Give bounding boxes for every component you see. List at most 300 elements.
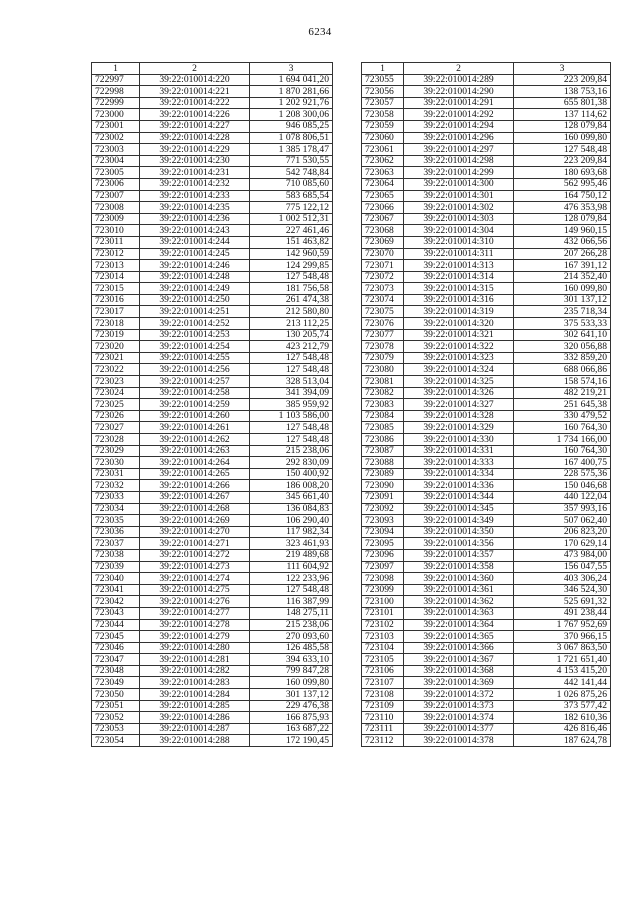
table-row — [92, 538, 333, 550]
cadastral-number-cell: 39:22:010014:265 — [140, 468, 250, 480]
cadastral-number-cell: 39:22:010014:250 — [140, 294, 250, 306]
table-row — [92, 735, 333, 747]
table-row — [362, 376, 611, 388]
row-number-cell: 723058 — [362, 109, 404, 121]
cadastral-value-cell: 138 753,16 — [514, 86, 611, 98]
row-number-cell: 723036 — [92, 526, 140, 538]
cadastral-value-cell: 442 141,44 — [514, 677, 611, 689]
table-row — [362, 132, 611, 144]
cadastral-value-cell: 130 205,74 — [250, 329, 333, 341]
cadastral-value-cell: 151 463,82 — [250, 236, 333, 248]
cadastral-value-cell: 688 066,86 — [514, 364, 611, 376]
cadastral-number-cell: 39:22:010014:372 — [404, 689, 514, 701]
table-row — [92, 723, 333, 735]
cadastral-value-cell: 426 816,46 — [514, 723, 611, 735]
table-row — [92, 689, 333, 701]
cadastral-number-cell: 39:22:010014:251 — [140, 306, 250, 318]
cadastral-number-cell: 39:22:010014:333 — [404, 457, 514, 469]
table-row — [92, 665, 333, 677]
cadastral-number-cell: 39:22:010014:324 — [404, 364, 514, 376]
cadastral-number-cell: 39:22:010014:243 — [140, 225, 250, 237]
cadastral-number-cell: 39:22:010014:350 — [404, 526, 514, 538]
row-number-cell: 723107 — [362, 677, 404, 689]
table-row — [362, 549, 611, 561]
cadastral-number-cell: 39:22:010014:373 — [404, 700, 514, 712]
row-number-cell: 723016 — [92, 294, 140, 306]
cadastral-value-cell: 160 764,30 — [514, 422, 611, 434]
table-row — [92, 607, 333, 619]
cadastral-number-cell: 39:22:010014:279 — [140, 631, 250, 643]
row-number-cell: 723023 — [92, 376, 140, 388]
table-row — [92, 364, 333, 376]
cadastral-number-cell: 39:22:010014:233 — [140, 190, 250, 202]
table-row — [362, 422, 611, 434]
cadastral-number-cell: 39:22:010014:232 — [140, 178, 250, 190]
cadastral-value-cell: 156 047,55 — [514, 561, 611, 573]
table-row — [92, 549, 333, 561]
table-row — [92, 283, 333, 295]
row-number-cell: 722998 — [92, 86, 140, 98]
row-number-cell: 723024 — [92, 387, 140, 399]
row-number-cell: 723077 — [362, 329, 404, 341]
cadastral-value-cell: 432 066,56 — [514, 236, 611, 248]
cadastral-value-cell: 473 984,00 — [514, 549, 611, 561]
table-row — [92, 213, 333, 225]
row-number-cell: 723047 — [92, 654, 140, 666]
cadastral-value-cell: 261 474,38 — [250, 294, 333, 306]
cadastral-number-cell: 39:22:010014:221 — [140, 86, 250, 98]
row-number-cell: 723046 — [92, 642, 140, 654]
cadastral-value-cell: 158 574,16 — [514, 376, 611, 388]
cadastral-number-cell: 39:22:010014:228 — [140, 132, 250, 144]
table-row — [362, 573, 611, 585]
table-row — [92, 120, 333, 132]
row-number-cell: 723079 — [362, 352, 404, 364]
table-row — [92, 271, 333, 283]
cadastral-value-cell: 127 548,48 — [250, 422, 333, 434]
row-number-cell: 722999 — [92, 97, 140, 109]
cadastral-number-cell: 39:22:010014:345 — [404, 503, 514, 515]
cadastral-value-cell: 149 960,15 — [514, 225, 611, 237]
row-number-cell: 723045 — [92, 631, 140, 643]
cadastral-number-cell: 39:22:010014:362 — [404, 596, 514, 608]
row-number-cell: 723027 — [92, 422, 140, 434]
column-header-number: 1 — [362, 63, 404, 75]
table-row — [92, 294, 333, 306]
row-number-cell: 723052 — [92, 712, 140, 724]
row-number-cell: 723091 — [362, 491, 404, 503]
cadastral-number-cell: 39:22:010014:252 — [140, 318, 250, 330]
cadastral-value-cell: 228 575,36 — [514, 468, 611, 480]
cadastral-value-cell: 476 353,98 — [514, 202, 611, 214]
table-row — [362, 607, 611, 619]
row-number-cell: 723088 — [362, 457, 404, 469]
table-row — [92, 491, 333, 503]
cadastral-number-cell: 39:22:010014:320 — [404, 318, 514, 330]
row-number-cell: 723112 — [362, 735, 404, 747]
row-number-cell: 723101 — [362, 607, 404, 619]
cadastral-value-cell: 186 008,20 — [250, 480, 333, 492]
cadastral-value-cell: 1 026 875,26 — [514, 689, 611, 701]
cadastral-number-cell: 39:22:010014:264 — [140, 457, 250, 469]
cadastral-number-cell: 39:22:010014:235 — [140, 202, 250, 214]
table-row — [92, 260, 333, 272]
cadastral-number-cell: 39:22:010014:271 — [140, 538, 250, 550]
cadastral-number-cell: 39:22:010014:248 — [140, 271, 250, 283]
row-number-cell: 723030 — [92, 457, 140, 469]
cadastral-value-cell: 127 548,48 — [250, 584, 333, 596]
cadastral-number-cell: 39:22:010014:285 — [140, 700, 250, 712]
table-row — [92, 422, 333, 434]
cadastral-value-cell: 126 485,58 — [250, 642, 333, 654]
row-number-cell: 723042 — [92, 596, 140, 608]
row-number-cell: 723019 — [92, 329, 140, 341]
table-row — [92, 352, 333, 364]
cadastral-number-cell: 39:22:010014:311 — [404, 248, 514, 260]
cadastral-value-cell: 164 750,12 — [514, 190, 611, 202]
row-number-cell: 723038 — [92, 549, 140, 561]
cadastral-number-cell: 39:22:010014:357 — [404, 549, 514, 561]
cadastral-number-cell: 39:22:010014:301 — [404, 190, 514, 202]
cadastral-value-cell: 148 275,11 — [250, 607, 333, 619]
row-number-cell: 723062 — [362, 155, 404, 167]
row-number-cell: 723012 — [92, 248, 140, 260]
table-row — [92, 410, 333, 422]
row-number-cell: 723061 — [362, 144, 404, 156]
cadastral-value-cell: 122 233,96 — [250, 573, 333, 585]
row-number-cell: 723065 — [362, 190, 404, 202]
cadastral-value-cell: 1 202 921,76 — [250, 97, 333, 109]
cadastral-value-cell: 1 734 166,00 — [514, 434, 611, 446]
column-header-cadastral-value: 3 — [514, 63, 611, 75]
cadastral-value-cell: 491 238,44 — [514, 607, 611, 619]
cadastral-number-cell: 39:22:010014:365 — [404, 631, 514, 643]
row-number-cell: 723067 — [362, 213, 404, 225]
table-row — [362, 642, 611, 654]
table-row — [92, 631, 333, 643]
row-number-cell: 723041 — [92, 584, 140, 596]
cadastral-number-cell: 39:22:010014:313 — [404, 260, 514, 272]
cadastral-value-cell: 301 137,12 — [514, 294, 611, 306]
table-row — [362, 619, 611, 631]
table-row — [362, 352, 611, 364]
row-number-cell: 723084 — [362, 410, 404, 422]
cadastral-number-cell: 39:22:010014:262 — [140, 434, 250, 446]
cadastral-number-cell: 39:22:010014:356 — [404, 538, 514, 550]
cadastral-value-cell: 219 489,68 — [250, 549, 333, 561]
cadastral-value-cell: 150 046,68 — [514, 480, 611, 492]
table-row — [92, 700, 333, 712]
row-number-cell: 723093 — [362, 515, 404, 527]
row-number-cell: 723015 — [92, 283, 140, 295]
cadastral-number-cell: 39:22:010014:276 — [140, 596, 250, 608]
row-number-cell: 723099 — [362, 584, 404, 596]
cadastral-value-cell: 4 153 415,20 — [514, 665, 611, 677]
cadastral-value-cell: 213 112,25 — [250, 318, 333, 330]
table-row — [92, 642, 333, 654]
row-number-cell: 723103 — [362, 631, 404, 643]
row-number-cell: 723043 — [92, 607, 140, 619]
row-number-cell: 723009 — [92, 213, 140, 225]
cadastral-number-cell: 39:22:010014:334 — [404, 468, 514, 480]
cadastral-value-cell: 117 982,34 — [250, 526, 333, 538]
cadastral-number-cell: 39:22:010014:284 — [140, 689, 250, 701]
row-number-cell: 723003 — [92, 144, 140, 156]
cadastral-value-cell: 507 062,40 — [514, 515, 611, 527]
row-number-cell: 723087 — [362, 445, 404, 457]
table-row — [92, 573, 333, 585]
cadastral-number-cell: 39:22:010014:303 — [404, 213, 514, 225]
row-number-cell: 723035 — [92, 515, 140, 527]
cadastral-number-cell: 39:22:010014:268 — [140, 503, 250, 515]
table-row — [362, 178, 611, 190]
row-number-cell: 723085 — [362, 422, 404, 434]
cadastral-value-cell: 542 748,84 — [250, 167, 333, 179]
table-header-row — [362, 63, 611, 75]
cadastral-value-cell: 127 548,48 — [250, 364, 333, 376]
row-number-cell: 723098 — [362, 573, 404, 585]
table-row — [362, 468, 611, 480]
cadastral-value-cell: 223 209,84 — [514, 74, 611, 86]
cadastral-value-cell: 167 391,12 — [514, 260, 611, 272]
cadastral-value-cell: 181 756,58 — [250, 283, 333, 295]
row-number-cell: 723068 — [362, 225, 404, 237]
table-row — [92, 318, 333, 330]
cadastral-number-cell: 39:22:010014:272 — [140, 549, 250, 561]
cadastral-value-cell: 346 524,30 — [514, 584, 611, 596]
table-row — [92, 225, 333, 237]
cadastral-value-cell: 328 513,04 — [250, 376, 333, 388]
cadastral-number-cell: 39:22:010014:325 — [404, 376, 514, 388]
row-number-cell: 723106 — [362, 665, 404, 677]
table-row — [362, 155, 611, 167]
cadastral-number-cell: 39:22:010014:287 — [140, 723, 250, 735]
cadastral-value-cell: 385 959,92 — [250, 399, 333, 411]
cadastral-number-cell: 39:22:010014:299 — [404, 167, 514, 179]
cadastral-number-cell: 39:22:010014:246 — [140, 260, 250, 272]
cadastral-value-cell: 330 479,52 — [514, 410, 611, 422]
cadastral-value-cell: 1 208 300,06 — [250, 109, 333, 121]
cadastral-value-cell: 124 299,85 — [250, 260, 333, 272]
table-row — [362, 225, 611, 237]
cadastral-number-cell: 39:22:010014:283 — [140, 677, 250, 689]
table-row — [362, 167, 611, 179]
row-number-cell: 723011 — [92, 236, 140, 248]
row-number-cell: 723001 — [92, 120, 140, 132]
table-row — [362, 735, 611, 747]
table-header-row — [92, 63, 333, 75]
cadastral-value-cell: 1 002 512,31 — [250, 213, 333, 225]
cadastral-number-cell: 39:22:010014:260 — [140, 410, 250, 422]
row-number-cell: 723040 — [92, 573, 140, 585]
column-header-cadastral-number: 2 — [404, 63, 514, 75]
cadastral-number-cell: 39:22:010014:364 — [404, 619, 514, 631]
cadastral-number-cell: 39:22:010014:274 — [140, 573, 250, 585]
cadastral-number-cell: 39:22:010014:363 — [404, 607, 514, 619]
table-row — [362, 283, 611, 295]
row-number-cell: 723075 — [362, 306, 404, 318]
cadastral-value-cell: 525 691,32 — [514, 596, 611, 608]
cadastral-number-cell: 39:22:010014:269 — [140, 515, 250, 527]
cadastral-number-cell: 39:22:010014:326 — [404, 387, 514, 399]
cadastral-value-cell: 423 212,79 — [250, 341, 333, 353]
cadastral-value-cell: 946 085,25 — [250, 120, 333, 132]
row-number-cell: 723080 — [362, 364, 404, 376]
table-row — [92, 376, 333, 388]
cadastral-number-cell: 39:22:010014:273 — [140, 561, 250, 573]
table-row — [362, 399, 611, 411]
cadastral-number-cell: 39:22:010014:277 — [140, 607, 250, 619]
row-number-cell: 723102 — [362, 619, 404, 631]
row-number-cell: 723059 — [362, 120, 404, 132]
cadastral-value-cell: 1 721 651,40 — [514, 654, 611, 666]
row-number-cell: 723056 — [362, 86, 404, 98]
table-row — [362, 329, 611, 341]
cadastral-number-cell: 39:22:010014:249 — [140, 283, 250, 295]
cadastral-number-cell: 39:22:010014:222 — [140, 97, 250, 109]
row-number-cell: 723071 — [362, 260, 404, 272]
cadastral-number-cell: 39:22:010014:286 — [140, 712, 250, 724]
cadastral-number-cell: 39:22:010014:344 — [404, 491, 514, 503]
cadastral-value-cell: 187 624,78 — [514, 735, 611, 747]
row-number-cell: 723000 — [92, 109, 140, 121]
cadastral-value-table-left — [91, 62, 333, 747]
table-row — [362, 434, 611, 446]
table-row — [92, 86, 333, 98]
cadastral-value-cell: 710 085,60 — [250, 178, 333, 190]
table-row — [362, 410, 611, 422]
table-row — [92, 619, 333, 631]
table-row — [362, 631, 611, 643]
table-row — [92, 480, 333, 492]
cadastral-number-cell: 39:22:010014:226 — [140, 109, 250, 121]
table-row — [92, 434, 333, 446]
table-row — [92, 387, 333, 399]
row-number-cell: 723064 — [362, 178, 404, 190]
row-number-cell: 723060 — [362, 132, 404, 144]
row-number-cell: 723092 — [362, 503, 404, 515]
cadastral-number-cell: 39:22:010014:256 — [140, 364, 250, 376]
cadastral-value-cell: 166 875,93 — [250, 712, 333, 724]
cadastral-value-cell: 142 960,59 — [250, 248, 333, 260]
table-row — [362, 503, 611, 515]
column-header-cadastral-number: 2 — [140, 63, 250, 75]
row-number-cell: 723069 — [362, 236, 404, 248]
cadastral-number-cell: 39:22:010014:323 — [404, 352, 514, 364]
cadastral-value-cell: 301 137,12 — [250, 689, 333, 701]
cadastral-value-cell: 394 633,10 — [250, 654, 333, 666]
table-row — [362, 271, 611, 283]
cadastral-number-cell: 39:22:010014:291 — [404, 97, 514, 109]
row-number-cell: 722997 — [92, 74, 140, 86]
cadastral-value-cell: 345 661,40 — [250, 491, 333, 503]
table-row — [92, 236, 333, 248]
table-row — [362, 236, 611, 248]
cadastral-value-cell: 227 461,46 — [250, 225, 333, 237]
cadastral-value-cell: 106 290,40 — [250, 515, 333, 527]
cadastral-value-cell: 655 801,38 — [514, 97, 611, 109]
cadastral-value-cell: 128 079,84 — [514, 213, 611, 225]
table-row — [362, 74, 611, 86]
table-row — [92, 596, 333, 608]
cadastral-number-cell: 39:22:010014:257 — [140, 376, 250, 388]
row-number-cell: 723063 — [362, 167, 404, 179]
table-row — [362, 364, 611, 376]
cadastral-value-cell: 251 645,38 — [514, 399, 611, 411]
table-row — [92, 155, 333, 167]
cadastral-value-cell: 212 580,80 — [250, 306, 333, 318]
cadastral-number-cell: 39:22:010014:280 — [140, 642, 250, 654]
cadastral-number-cell: 39:22:010014:358 — [404, 561, 514, 573]
cadastral-value-table-right — [361, 62, 611, 747]
row-number-cell: 723025 — [92, 399, 140, 411]
cadastral-number-cell: 39:22:010014:327 — [404, 399, 514, 411]
row-number-cell: 723109 — [362, 700, 404, 712]
row-number-cell: 723051 — [92, 700, 140, 712]
table-row — [92, 468, 333, 480]
cadastral-value-cell: 223 209,84 — [514, 155, 611, 167]
cadastral-value-cell: 160 764,30 — [514, 445, 611, 457]
cadastral-number-cell: 39:22:010014:322 — [404, 341, 514, 353]
row-number-cell: 723050 — [92, 689, 140, 701]
cadastral-value-cell: 127 548,48 — [250, 352, 333, 364]
cadastral-number-cell: 39:22:010014:230 — [140, 155, 250, 167]
cadastral-number-cell: 39:22:010014:292 — [404, 109, 514, 121]
row-number-cell: 723006 — [92, 178, 140, 190]
cadastral-number-cell: 39:22:010014:270 — [140, 526, 250, 538]
table-row — [362, 491, 611, 503]
table-row — [362, 712, 611, 724]
cadastral-number-cell: 39:22:010014:316 — [404, 294, 514, 306]
cadastral-value-cell: 128 079,84 — [514, 120, 611, 132]
cadastral-number-cell: 39:22:010014:360 — [404, 573, 514, 585]
cadastral-number-cell: 39:22:010014:310 — [404, 236, 514, 248]
row-number-cell: 723097 — [362, 561, 404, 573]
cadastral-number-cell: 39:22:010014:231 — [140, 167, 250, 179]
cadastral-value-cell: 167 400,75 — [514, 457, 611, 469]
cadastral-number-cell: 39:22:010014:282 — [140, 665, 250, 677]
cadastral-value-cell: 206 823,20 — [514, 526, 611, 538]
cadastral-value-cell: 214 352,40 — [514, 271, 611, 283]
cadastral-value-cell: 583 685,54 — [250, 190, 333, 202]
row-number-cell: 723014 — [92, 271, 140, 283]
cadastral-value-cell: 163 687,22 — [250, 723, 333, 735]
row-number-cell: 723057 — [362, 97, 404, 109]
cadastral-value-cell: 482 219,21 — [514, 387, 611, 399]
cadastral-value-cell: 215 238,06 — [250, 619, 333, 631]
table-row — [92, 178, 333, 190]
cadastral-number-cell: 39:22:010014:367 — [404, 654, 514, 666]
row-number-cell: 723031 — [92, 468, 140, 480]
table-row — [362, 120, 611, 132]
row-number-cell: 723066 — [362, 202, 404, 214]
row-number-cell: 723033 — [92, 491, 140, 503]
table-row — [362, 97, 611, 109]
row-number-cell: 723082 — [362, 387, 404, 399]
cadastral-number-cell: 39:22:010014:361 — [404, 584, 514, 596]
cadastral-number-cell: 39:22:010014:229 — [140, 144, 250, 156]
row-number-cell: 723018 — [92, 318, 140, 330]
cadastral-number-cell: 39:22:010014:331 — [404, 445, 514, 457]
cadastral-number-cell: 39:22:010014:304 — [404, 225, 514, 237]
cadastral-number-cell: 39:22:010014:290 — [404, 86, 514, 98]
table-row — [362, 86, 611, 98]
table-row — [92, 248, 333, 260]
table-row — [362, 457, 611, 469]
row-number-cell: 723111 — [362, 723, 404, 735]
cadastral-number-cell: 39:22:010014:275 — [140, 584, 250, 596]
cadastral-number-cell: 39:22:010014:297 — [404, 144, 514, 156]
